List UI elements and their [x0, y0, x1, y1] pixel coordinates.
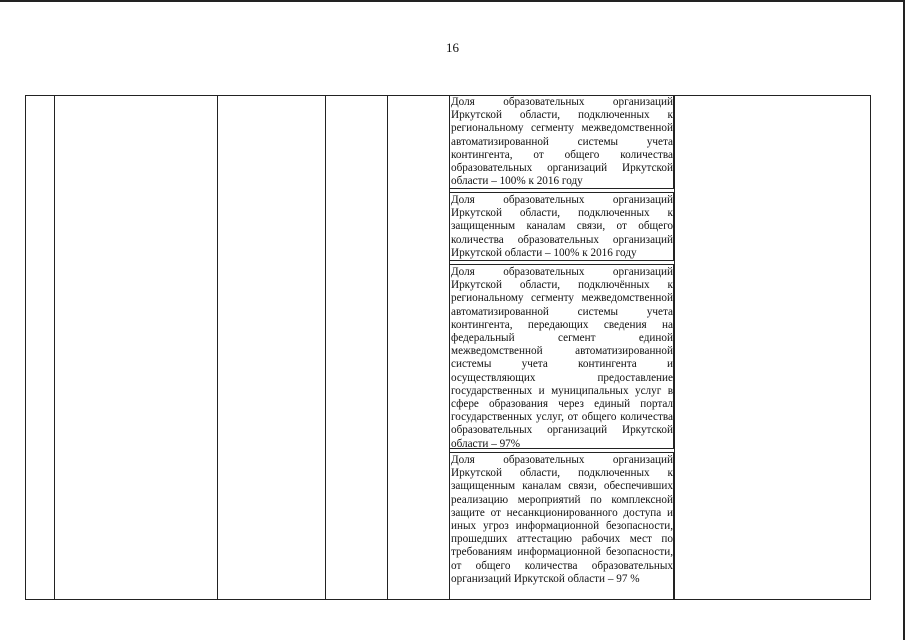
indicator-text: Доля образовательных организаций Иркутской области, подключенных к защищенным каналам связи, обеспечивших реализацию мероприятий по комплексной защите от несанкционированного доступа и иных угроз информационной безопасности, прошедших аттестацию рабочих мест по требованиям информационной безопасности, от общего количества образовательных организаций Иркутской области – 97 % — [451, 454, 673, 585]
column-divider — [870, 95, 871, 600]
indicator-text: Доля образовательных организаций Иркутской области, подключённых к региональному сегменту межведомственной автоматизированной системы учета контингента, передающих сведения на федеральный сегмент единой межведомственной автоматизированной системы учета контингента и осуществляющих предоставление государственных и муниципальных услуг в сфере образования через единый портал государственных услуг, от общего количества образовательных организаций Иркутской области – 97% — [451, 266, 673, 450]
column-divider — [54, 95, 55, 600]
page-border-top — [0, 0, 905, 2]
table-bottom-border — [25, 599, 871, 600]
table-top-border — [25, 95, 871, 96]
indicator-text: Доля образовательных организаций Иркутской области, подключенных к защищенным каналам связи, от общего количества образовательных организаций Иркутской области – 100% к 2016 году — [451, 194, 673, 259]
column-divider — [217, 95, 218, 600]
column-divider — [674, 95, 675, 600]
indicator-text: Доля образовательных организаций Иркутской области, подключенных к региональному сегменту межведомственной автоматизированной системы учета контингента, от общего количества образовательных организаций Иркутской области – 100% к 2016 году — [451, 96, 673, 188]
page-number: 16 — [446, 40, 459, 55]
column-divider — [25, 95, 26, 600]
column-divider — [325, 95, 326, 600]
column-divider — [387, 95, 388, 600]
